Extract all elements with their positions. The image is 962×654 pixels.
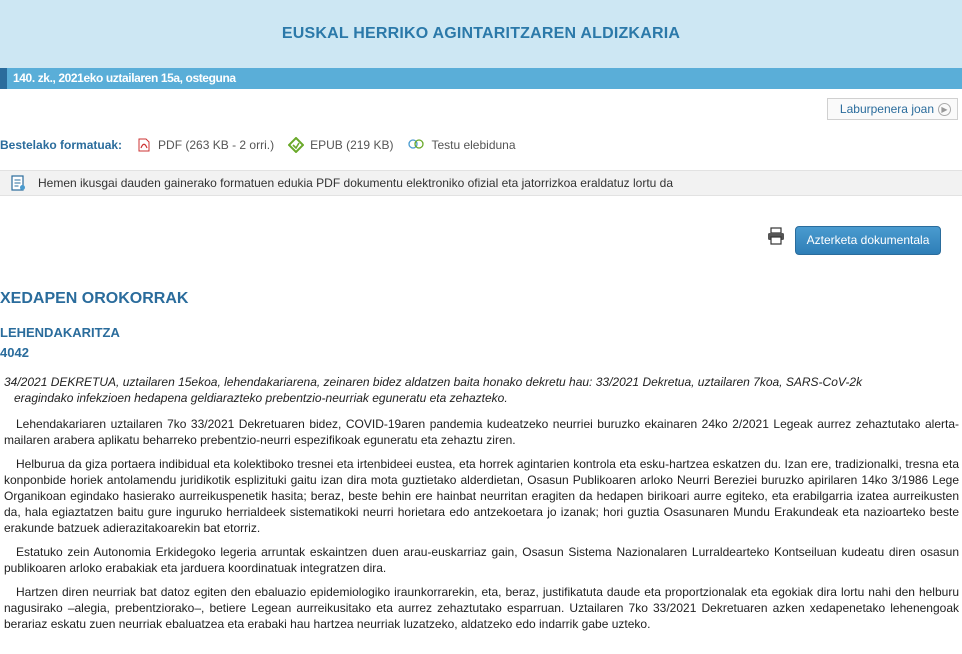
format-epub[interactable] — [288, 137, 393, 153]
summary-link[interactable] — [827, 98, 958, 120]
formats-bar — [0, 136, 530, 154]
format-pdf[interactable] — [136, 137, 274, 153]
notice-bar — [0, 170, 962, 196]
journal-title: EUSKAL HERRIKO AGINTARITZAREN ALDIZKARIA — [281, 25, 681, 42]
consult-button[interactable]: Azterketa dokumentala — [795, 226, 941, 255]
section-title: XEDAPEN OROKORRAK — [0, 290, 189, 307]
paragraph: Estatuko zein Autonomia Erkidegoko legeria arruntak eskaintzen duen arau-euskarriaz gain, Osasun Sistema Nazionalaren Lurraldearteko Kontseiluan kudeatu diren osasun publikoaren arloko erabakiak eta jarduera koordinatuak integratzen dira. — [4, 545, 959, 575]
decree-title-line1: 34/2021 DEKRETUA, uztailaren 15ekoa, lehendakariarena, zeinaren bidez aldatzen baita honako dekretu hau: 33/2021 Dekretua, uztailaren 7koa, SARS-CoV-2k — [4, 375, 863, 389]
epub-icon — [288, 137, 304, 153]
pdf-icon — [136, 137, 152, 153]
paragraph: Helburua da giza portaera indibidual eta kolektiboko tresnei eta irtenbideei eustea, eta horrek agintarien kontrola eta esku-hartzea eskatzen du. Izan ere, tradizionalki, tresna eta konponbide horiek antolamendu juridikotik esplizituki gaitu izan dira mota guztietako alderdietan, Osasun Publikoaren arloko Neurri Bereziei buruzko apirilaren 14ko 3/1986 Lege Organikoan egindako hasierako aurreikuspenetik hasita; beraz, beste behin ere hainbat neurritan eragiten da hedapen birikoari aurre egiteko, eta erabilgarria izatea aurreikusten da, hala egiaztatzen baitu gure inguruko herrialdeek sistematikoki neurri horietara edo antzekoetara jo izanak; hori guztia Osasunaren Mundu Erakundeak eta nazioarteko beste erakunde batzuek adierazitakoarekin bat etorriz. — [4, 457, 959, 535]
paragraph: Hartzen diren neurriak bat datoz egiten den ebaluazio epidemiologiko iraunkorrarekin, eta, beraz, justifikatuta daude eta proportzionalak eta egokiak dira lortu nahi den helburu nagusirako –alegia, prebentziorako–, betiere Legean aurreikusitako eta aurrez zehaztutako esparruan. Uztailaren 7ko 33/2021 Dekretuaren azken xedapenetako lehenengoak berariaz eskatu zuen neurriak ebaluatzea eta erabaki hau hartzea neurriak luzatzeko, aldatzeko edo indarrik gabe uzteko. — [4, 585, 959, 631]
format-pdf-label[interactable]: PDF (263 KB - 2 orri.) — [158, 138, 275, 152]
formats-label: Bestelako formatuak: — [0, 138, 123, 152]
arrow-right-icon: ▶ — [938, 103, 951, 116]
printer-icon — [766, 227, 786, 245]
decree-title — [4, 374, 962, 406]
issue-bar: 140. zk., 2021eko uztailaren 15a, osteguna — [0, 68, 962, 89]
decree-title-line2: eragindako infekzioen hedapena geldiarazteko prebentzio-neurriak eguneratu eta zehazteko. — [14, 391, 508, 405]
summary-link-label[interactable]: Laburpenera joan — [839, 102, 934, 116]
department-name: LEHENDAKARITZA — [0, 325, 120, 340]
format-bilingual-label[interactable]: Testu elebiduna — [431, 138, 516, 152]
notice-text: Hemen ikusgai dauden gainerako formatuen edukia PDF dokumentu elektroniko ofizial eta jatorrizkoa eraldatuz lortu da — [38, 176, 674, 190]
document-info-icon — [10, 175, 26, 191]
paragraph: Lehendakariaren uztailaren 7ko 33/2021 Dekretuaren bidez, COVID-19aren pandemia kudeatzeko neurriei buruzko ekainaren 24ko 2/2021 Legeak aurrez zehaztutako alerta-mailaren arabera aplikatu beharreko prebentzio-neurri espezifikoak eguneratu eta zehaztu ziren. — [4, 417, 959, 447]
header-band — [0, 0, 962, 68]
print-button[interactable] — [764, 225, 788, 247]
format-bilingual[interactable] — [407, 137, 515, 153]
document-body — [4, 416, 959, 640]
document-number: 4042 — [0, 345, 29, 360]
bilingual-icon — [407, 137, 425, 153]
format-epub-label[interactable]: EPUB (219 KB) — [310, 138, 394, 152]
